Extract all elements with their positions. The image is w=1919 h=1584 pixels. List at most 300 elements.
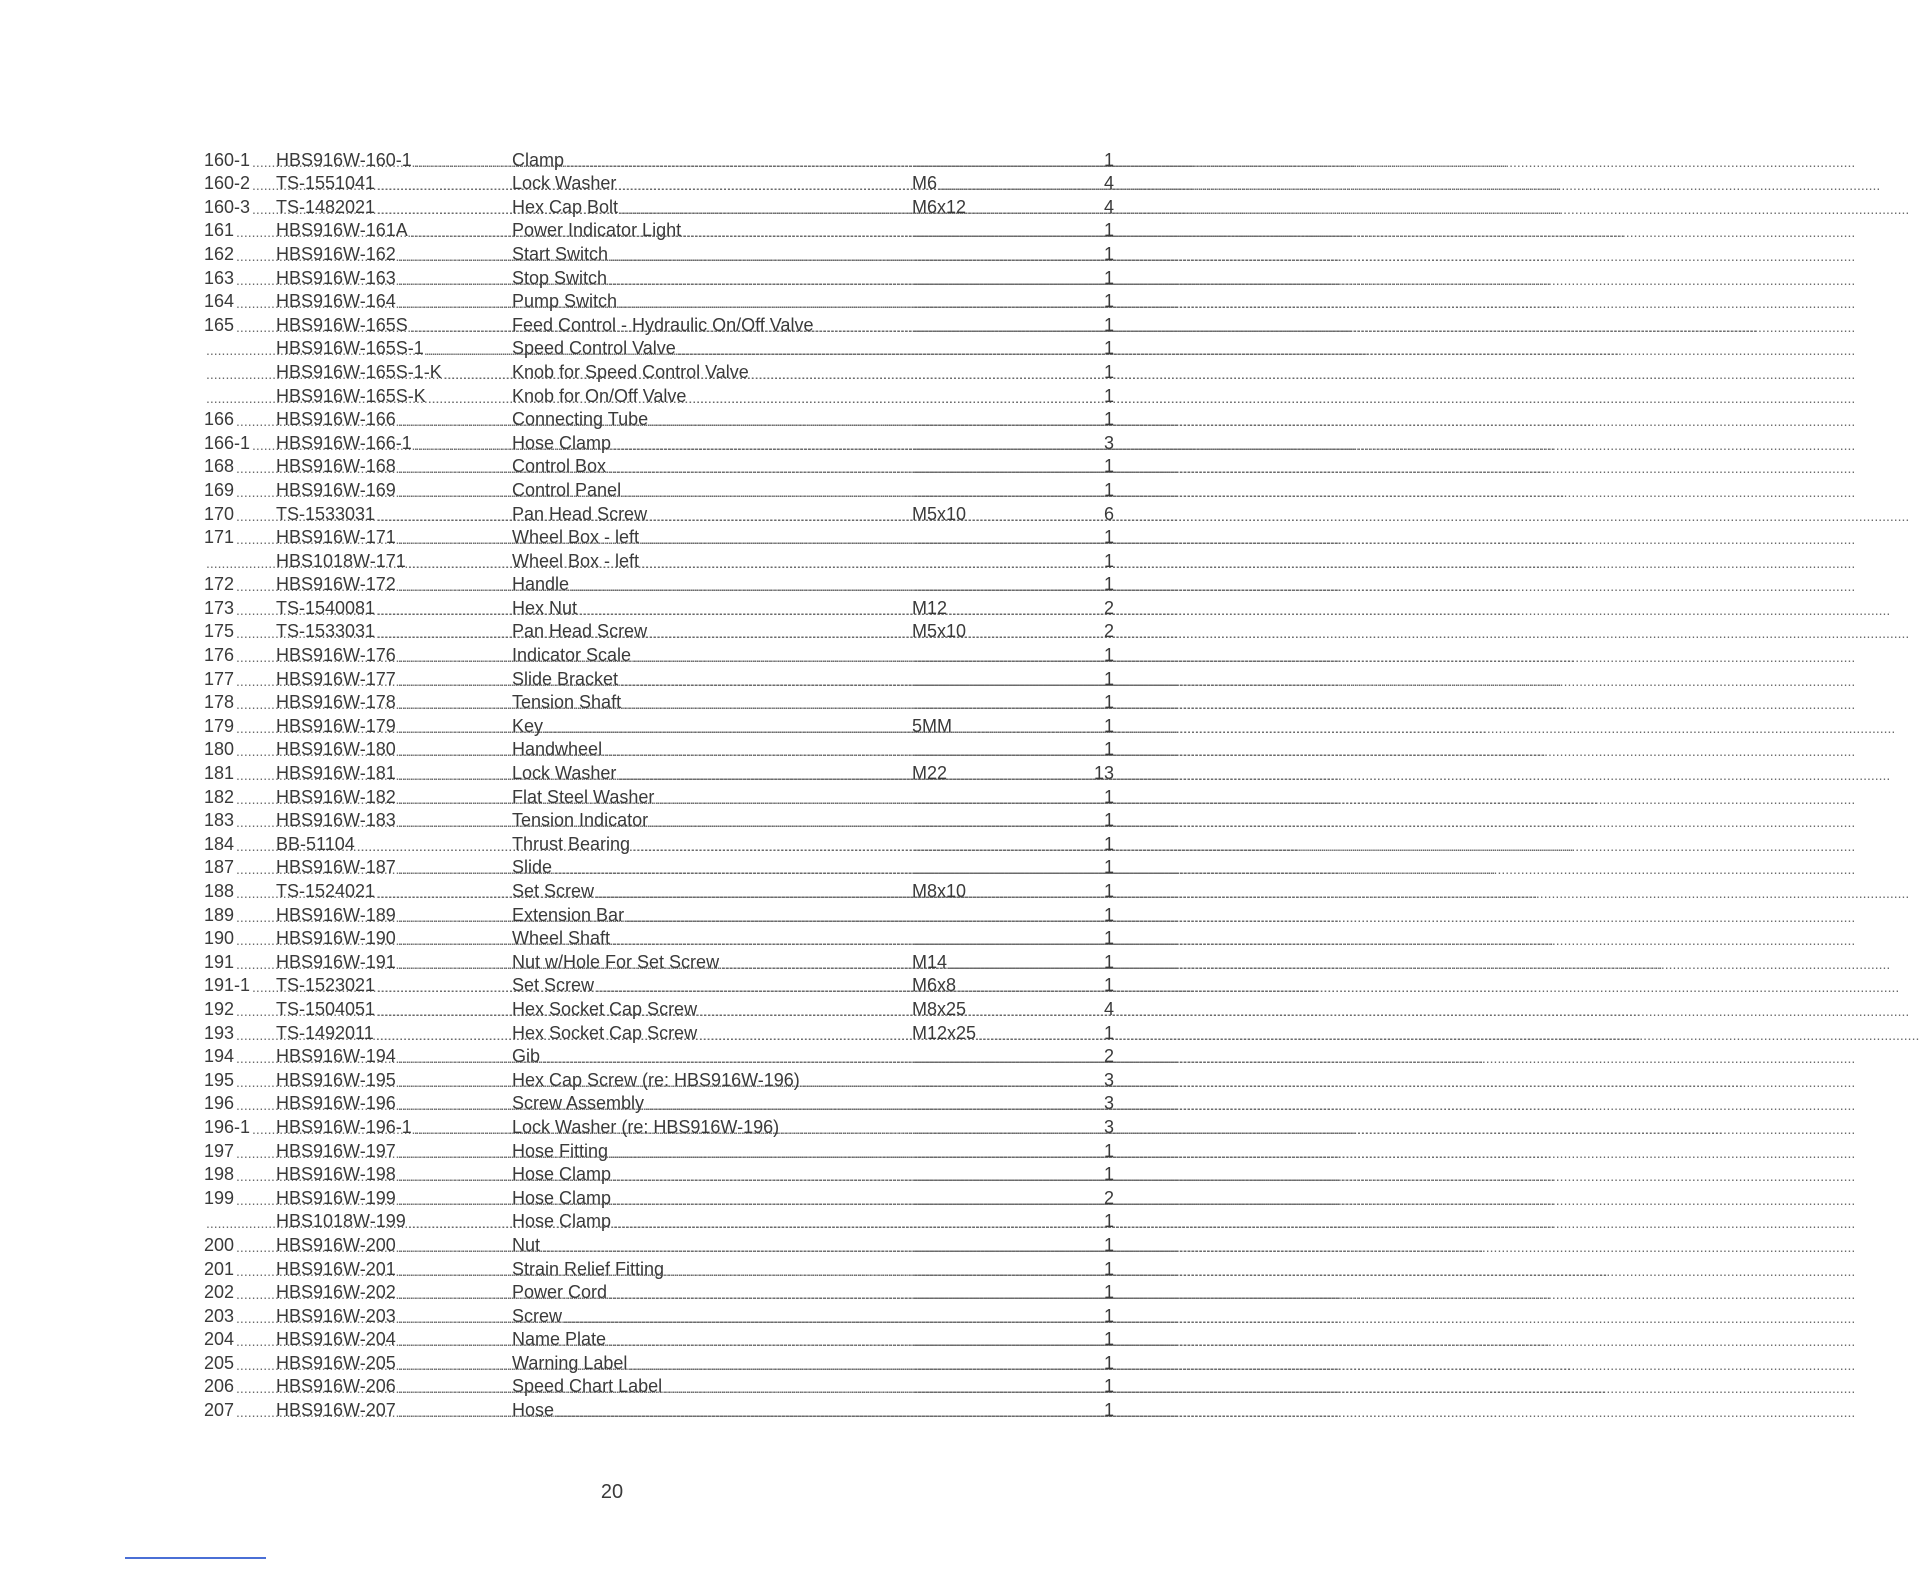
ref-number-text: 170 bbox=[204, 503, 235, 524]
quantity bbox=[1105, 857, 1116, 877]
quantity bbox=[1105, 1023, 1116, 1043]
size-text: M8x25 bbox=[912, 998, 967, 1019]
ref-number-text: 190 bbox=[204, 928, 235, 949]
size bbox=[912, 743, 1105, 759]
ref-number-text: 177 bbox=[204, 668, 235, 689]
dot-leader bbox=[914, 673, 1855, 689]
ref-number bbox=[204, 173, 276, 193]
dot-leader bbox=[914, 696, 1855, 712]
dot-leader bbox=[958, 979, 1899, 995]
ref-number bbox=[204, 1188, 276, 1208]
size bbox=[912, 1023, 1105, 1043]
description-text: Speed Control Valve bbox=[512, 338, 676, 359]
ref-number bbox=[204, 1235, 276, 1255]
part-number-text: HBS916W-162 bbox=[276, 243, 396, 264]
ref-number-text: 178 bbox=[204, 692, 235, 713]
table-row bbox=[204, 736, 1116, 760]
quantity bbox=[1105, 1164, 1116, 1184]
quantity bbox=[1105, 480, 1116, 500]
table-row bbox=[204, 335, 1116, 359]
description-text: Knob for Speed Control Valve bbox=[512, 361, 749, 382]
size-text: M14 bbox=[912, 951, 948, 972]
quantity bbox=[1105, 810, 1116, 830]
size bbox=[912, 814, 1105, 830]
part-number-text: HBS916W-165S-K bbox=[276, 385, 426, 406]
description-text: Hose bbox=[512, 1400, 555, 1421]
quantity bbox=[1105, 338, 1116, 358]
description-text: Lock Washer (re: HBS916W-196) bbox=[512, 1116, 780, 1137]
description bbox=[512, 598, 912, 618]
ref-number-text: 160-3 bbox=[204, 196, 251, 217]
part-number bbox=[276, 527, 512, 547]
dot-leader bbox=[914, 1145, 1855, 1161]
quantity bbox=[1105, 1235, 1116, 1255]
description bbox=[512, 763, 912, 783]
ref-number bbox=[204, 1093, 276, 1113]
ref-number-text: 191 bbox=[204, 951, 235, 972]
description bbox=[512, 409, 912, 429]
part-number bbox=[276, 739, 512, 759]
part-number-text: HBS916W-195 bbox=[276, 1069, 396, 1090]
table-row bbox=[204, 311, 1116, 335]
table-row bbox=[204, 830, 1116, 854]
quantity bbox=[1105, 1046, 1116, 1066]
part-number-text: HBS916W-201 bbox=[276, 1258, 396, 1279]
quantity bbox=[1105, 645, 1116, 665]
description bbox=[512, 692, 912, 712]
part-number-text: HBS916W-165S-1-K bbox=[276, 361, 442, 382]
dot-leader bbox=[914, 1404, 1855, 1420]
part-number bbox=[276, 315, 512, 335]
table-row bbox=[204, 1066, 1116, 1090]
quantity-text: 1 bbox=[1103, 149, 1114, 170]
quantity bbox=[1105, 315, 1116, 335]
ref-number bbox=[204, 1282, 276, 1302]
description-text: Strain Relief Fitting bbox=[512, 1258, 665, 1279]
ref-number-text: 197 bbox=[204, 1140, 235, 1161]
dot-leader bbox=[914, 791, 1855, 807]
dot-leader bbox=[914, 555, 1855, 571]
description-text: Hose Clamp bbox=[512, 1211, 612, 1232]
quantity-text: 4 bbox=[1103, 173, 1114, 194]
ref-number bbox=[204, 669, 276, 689]
table-row bbox=[204, 406, 1116, 430]
quantity-text: 1 bbox=[1103, 1305, 1114, 1326]
part-number bbox=[276, 1023, 512, 1043]
dot-leader bbox=[914, 1333, 1855, 1349]
quantity bbox=[1105, 999, 1116, 1019]
description bbox=[512, 338, 912, 358]
description-text: Nut w/Hole For Set Screw bbox=[512, 951, 720, 972]
part-number bbox=[276, 150, 512, 170]
part-number-text: HBS916W-194 bbox=[276, 1046, 396, 1067]
part-number-text: HBS916W-165S-1 bbox=[276, 338, 424, 359]
description-text: Hex Socket Cap Screw bbox=[512, 1022, 698, 1043]
description bbox=[512, 504, 912, 524]
quantity bbox=[1105, 574, 1116, 594]
description bbox=[512, 1211, 912, 1231]
ref-number-text: 207 bbox=[204, 1400, 235, 1421]
description-text: Clamp bbox=[512, 149, 565, 170]
table-row bbox=[204, 854, 1116, 878]
description bbox=[512, 857, 912, 877]
part-number bbox=[276, 197, 512, 217]
ref-number bbox=[204, 197, 276, 217]
description-text: Handwheel bbox=[512, 739, 603, 760]
dot-leader bbox=[949, 602, 1890, 618]
table-row bbox=[204, 1184, 1116, 1208]
description bbox=[512, 1070, 912, 1090]
ref-number-text: 175 bbox=[204, 621, 235, 642]
part-number-text: TS-1524021 bbox=[276, 881, 376, 901]
dot-leader bbox=[914, 319, 1855, 335]
dot-leader bbox=[954, 720, 1895, 736]
dot-leader bbox=[914, 295, 1855, 311]
table-row bbox=[204, 995, 1116, 1019]
size bbox=[912, 861, 1105, 877]
description-text: Hex Cap Bolt bbox=[512, 196, 619, 217]
description-text: Screw Assembly bbox=[512, 1093, 645, 1114]
size bbox=[912, 1121, 1105, 1137]
part-number-text: TS-1492011 bbox=[276, 1022, 374, 1043]
part-number-text: HBS916W-177 bbox=[276, 668, 396, 689]
quantity bbox=[1105, 716, 1116, 736]
size bbox=[912, 838, 1105, 854]
size bbox=[912, 1145, 1105, 1161]
quantity bbox=[1105, 527, 1116, 547]
dot-leader bbox=[914, 154, 1855, 170]
size-text: M5x10 bbox=[912, 503, 967, 524]
dot-leader bbox=[914, 531, 1855, 547]
dot-leader bbox=[914, 342, 1855, 358]
description-text: Thrust Bearing bbox=[512, 833, 631, 854]
dot-leader bbox=[914, 932, 1855, 948]
size bbox=[912, 555, 1105, 571]
ref-number-text: 160-2 bbox=[204, 173, 251, 194]
quantity bbox=[1105, 456, 1116, 476]
description-text: Stop Switch bbox=[512, 267, 608, 288]
description bbox=[512, 268, 912, 288]
size bbox=[912, 999, 1105, 1019]
part-number-text: HBS916W-176 bbox=[276, 645, 396, 666]
part-number bbox=[276, 1070, 512, 1090]
dot-leader bbox=[914, 1215, 1855, 1231]
quantity-text: 1 bbox=[1103, 833, 1114, 854]
dot-leader bbox=[914, 366, 1855, 382]
size bbox=[912, 1239, 1105, 1255]
description bbox=[512, 1188, 912, 1208]
part-number bbox=[276, 810, 512, 830]
description bbox=[512, 197, 912, 217]
size bbox=[912, 173, 1105, 193]
description-text: Wheel Box - left bbox=[512, 550, 640, 571]
size bbox=[912, 578, 1105, 594]
ref-number-text: 164 bbox=[204, 291, 235, 312]
description-text: Lock Washer bbox=[512, 173, 617, 194]
ref-number bbox=[204, 692, 276, 712]
part-number bbox=[276, 1046, 512, 1066]
ref-number bbox=[204, 810, 276, 830]
dot-leader bbox=[949, 767, 1890, 783]
table-row bbox=[204, 453, 1116, 477]
part-number bbox=[276, 338, 512, 358]
description-text: Set Screw bbox=[512, 881, 595, 901]
description bbox=[512, 1376, 912, 1396]
quantity-text: 2 bbox=[1103, 1046, 1114, 1067]
ref-number-text: 193 bbox=[204, 1022, 235, 1043]
table-row bbox=[204, 948, 1116, 972]
ref-number bbox=[204, 975, 276, 995]
part-number-text: TS-1540081 bbox=[276, 597, 376, 618]
part-number bbox=[276, 362, 512, 382]
table-row bbox=[204, 1231, 1116, 1255]
table-row bbox=[204, 1208, 1116, 1232]
quantity-text: 1 bbox=[1103, 1164, 1114, 1185]
quantity-text: 1 bbox=[1103, 409, 1114, 430]
quantity-text: 1 bbox=[1103, 1022, 1114, 1043]
part-number-text: HBS916W-196-1 bbox=[276, 1116, 412, 1137]
quantity bbox=[1105, 244, 1116, 264]
size bbox=[912, 1168, 1105, 1184]
quantity bbox=[1105, 692, 1116, 712]
description-text: Wheel Shaft bbox=[512, 928, 611, 949]
table-row bbox=[204, 759, 1116, 783]
ref-number-text: 182 bbox=[204, 786, 235, 807]
ref-number bbox=[204, 1329, 276, 1349]
ref-number bbox=[204, 366, 276, 382]
table-row bbox=[204, 1302, 1116, 1326]
part-number-text: HBS916W-187 bbox=[276, 857, 396, 878]
description bbox=[512, 999, 912, 1019]
part-number bbox=[276, 1282, 512, 1302]
size bbox=[912, 1310, 1105, 1326]
size bbox=[912, 504, 1105, 524]
ref-number-text: 205 bbox=[204, 1352, 235, 1373]
part-number bbox=[276, 1141, 512, 1161]
dot-leader bbox=[939, 177, 1880, 193]
quantity-text: 6 bbox=[1103, 503, 1114, 524]
ref-number-text: 172 bbox=[204, 574, 235, 595]
part-number bbox=[276, 621, 512, 641]
dot-leader bbox=[914, 838, 1855, 854]
ref-number-text: 161 bbox=[204, 220, 235, 241]
description bbox=[512, 975, 912, 995]
part-number-text: HBS916W-168 bbox=[276, 456, 396, 477]
part-number-text: BB-51104 bbox=[276, 833, 355, 854]
dot-leader bbox=[914, 743, 1855, 759]
size bbox=[912, 909, 1105, 925]
part-number-text: HBS1018W-199 bbox=[276, 1211, 406, 1232]
ref-number-text: 196-1 bbox=[204, 1116, 251, 1137]
description-text: Pan Head Screw bbox=[512, 503, 648, 524]
quantity-text: 1 bbox=[1103, 645, 1114, 666]
dot-leader bbox=[914, 1263, 1855, 1279]
description-text: Slide Bracket bbox=[512, 668, 619, 689]
ref-number bbox=[204, 574, 276, 594]
dot-leader bbox=[914, 1050, 1855, 1066]
part-number bbox=[276, 173, 512, 193]
ref-number-text: 191-1 bbox=[204, 975, 251, 996]
part-number-text: HBS916W-180 bbox=[276, 739, 396, 760]
description bbox=[512, 1046, 912, 1066]
description bbox=[512, 716, 912, 736]
quantity bbox=[1105, 834, 1116, 854]
dot-leader bbox=[914, 1121, 1855, 1137]
quantity bbox=[1105, 291, 1116, 311]
description-text: Nut bbox=[512, 1234, 541, 1255]
dot-leader bbox=[914, 861, 1855, 877]
part-number bbox=[276, 598, 512, 618]
size bbox=[912, 295, 1105, 311]
quantity-text: 1 bbox=[1103, 574, 1114, 595]
quantity bbox=[1105, 1211, 1116, 1231]
part-number-text: HBS916W-199 bbox=[276, 1187, 396, 1208]
description bbox=[512, 645, 912, 665]
quantity-text: 1 bbox=[1103, 951, 1114, 972]
part-number-text: HBS916W-181 bbox=[276, 763, 396, 784]
description bbox=[512, 173, 912, 193]
part-number bbox=[276, 928, 512, 948]
description-text: Slide bbox=[512, 857, 553, 878]
table-row bbox=[204, 1326, 1116, 1350]
description bbox=[512, 905, 912, 925]
quantity-text: 1 bbox=[1103, 1282, 1114, 1303]
quantity bbox=[1105, 669, 1116, 689]
ref-number bbox=[204, 1400, 276, 1420]
quantity-text: 1 bbox=[1103, 1376, 1114, 1397]
ref-number bbox=[204, 1141, 276, 1161]
quantity bbox=[1105, 1400, 1116, 1420]
size bbox=[912, 342, 1105, 358]
description-text: Speed Chart Label bbox=[512, 1376, 663, 1397]
ref-number bbox=[204, 905, 276, 925]
quantity-text: 3 bbox=[1103, 1069, 1114, 1090]
dot-leader bbox=[914, 1192, 1855, 1208]
description bbox=[512, 952, 912, 972]
size bbox=[912, 621, 1105, 641]
quantity-text: 1 bbox=[1103, 338, 1114, 359]
part-number-text: HBS916W-179 bbox=[276, 715, 396, 736]
description bbox=[512, 1259, 912, 1279]
ref-number bbox=[204, 1259, 276, 1279]
ref-number-text: 176 bbox=[204, 645, 235, 666]
part-number bbox=[276, 1353, 512, 1373]
quantity-text: 1 bbox=[1103, 857, 1114, 878]
quantity bbox=[1105, 975, 1116, 995]
ref-number-text: 189 bbox=[204, 904, 235, 925]
dot-leader bbox=[914, 1074, 1855, 1090]
part-number bbox=[276, 999, 512, 1019]
ref-number-text: 183 bbox=[204, 810, 235, 831]
table-row bbox=[204, 288, 1116, 312]
ref-number bbox=[204, 1353, 276, 1373]
size bbox=[912, 1263, 1105, 1279]
description-text: Hose Clamp bbox=[512, 1187, 612, 1208]
ref-number bbox=[204, 928, 276, 948]
quantity-text: 1 bbox=[1103, 786, 1114, 807]
part-number bbox=[276, 1211, 512, 1231]
quantity bbox=[1105, 197, 1116, 217]
quantity bbox=[1105, 1259, 1116, 1279]
part-number bbox=[276, 1117, 512, 1137]
part-number bbox=[276, 291, 512, 311]
part-number bbox=[276, 1306, 512, 1326]
dot-leader bbox=[914, 460, 1855, 476]
description bbox=[512, 1164, 912, 1184]
description-text: Tension Shaft bbox=[512, 692, 622, 713]
quantity bbox=[1105, 551, 1116, 571]
quantity-text: 1 bbox=[1103, 668, 1114, 689]
ref-number-text: 166 bbox=[204, 409, 235, 430]
description bbox=[512, 1306, 912, 1326]
table-row bbox=[204, 641, 1116, 665]
size bbox=[912, 975, 1105, 995]
description bbox=[512, 881, 912, 901]
part-number-text: HBS916W-166 bbox=[276, 409, 396, 430]
size bbox=[912, 366, 1105, 382]
part-number bbox=[276, 645, 512, 665]
ref-number-text: 200 bbox=[204, 1234, 235, 1255]
part-number bbox=[276, 386, 512, 406]
size bbox=[912, 460, 1105, 476]
table-row bbox=[204, 901, 1116, 925]
description bbox=[512, 1235, 912, 1255]
part-number-text: HBS916W-198 bbox=[276, 1164, 396, 1185]
description bbox=[512, 315, 912, 335]
part-number-text: HBS916W-182 bbox=[276, 786, 396, 807]
table-row bbox=[204, 1161, 1116, 1185]
part-number bbox=[276, 1329, 512, 1349]
table-row bbox=[204, 618, 1116, 642]
ref-number-text: 198 bbox=[204, 1164, 235, 1185]
description bbox=[512, 362, 912, 382]
size-text: M6x12 bbox=[912, 196, 967, 217]
quantity-text: 1 bbox=[1103, 810, 1114, 831]
ref-number-text: 179 bbox=[204, 715, 235, 736]
table-row bbox=[204, 264, 1116, 288]
description-text: Hose Clamp bbox=[512, 432, 612, 453]
description bbox=[512, 1329, 912, 1349]
table-row bbox=[204, 1137, 1116, 1161]
ref-number bbox=[204, 881, 276, 901]
ref-number bbox=[204, 409, 276, 429]
ref-number bbox=[204, 527, 276, 547]
size-text: 5MM bbox=[912, 715, 952, 736]
description-text: Hose Clamp bbox=[512, 1164, 612, 1185]
description bbox=[512, 1141, 912, 1161]
part-number bbox=[276, 763, 512, 783]
description-text: Warning Label bbox=[512, 1352, 628, 1373]
quantity bbox=[1105, 268, 1116, 288]
description-text: Extension Bar bbox=[512, 904, 625, 925]
description-text: Gib bbox=[512, 1046, 541, 1067]
dot-leader bbox=[914, 437, 1855, 453]
quantity-text: 1 bbox=[1103, 928, 1114, 949]
ref-number bbox=[204, 952, 276, 972]
quantity-text: 1 bbox=[1103, 1234, 1114, 1255]
link-underline[interactable] bbox=[125, 1557, 266, 1559]
ref-number-text: 187 bbox=[204, 857, 235, 878]
ref-number bbox=[204, 1215, 276, 1231]
description bbox=[512, 1282, 912, 1302]
table-row bbox=[204, 500, 1116, 524]
quantity-text: 1 bbox=[1103, 1140, 1114, 1161]
quantity-text: 1 bbox=[1103, 1329, 1114, 1350]
ref-number bbox=[204, 739, 276, 759]
part-number bbox=[276, 905, 512, 925]
part-number bbox=[276, 1400, 512, 1420]
ref-number bbox=[204, 716, 276, 736]
